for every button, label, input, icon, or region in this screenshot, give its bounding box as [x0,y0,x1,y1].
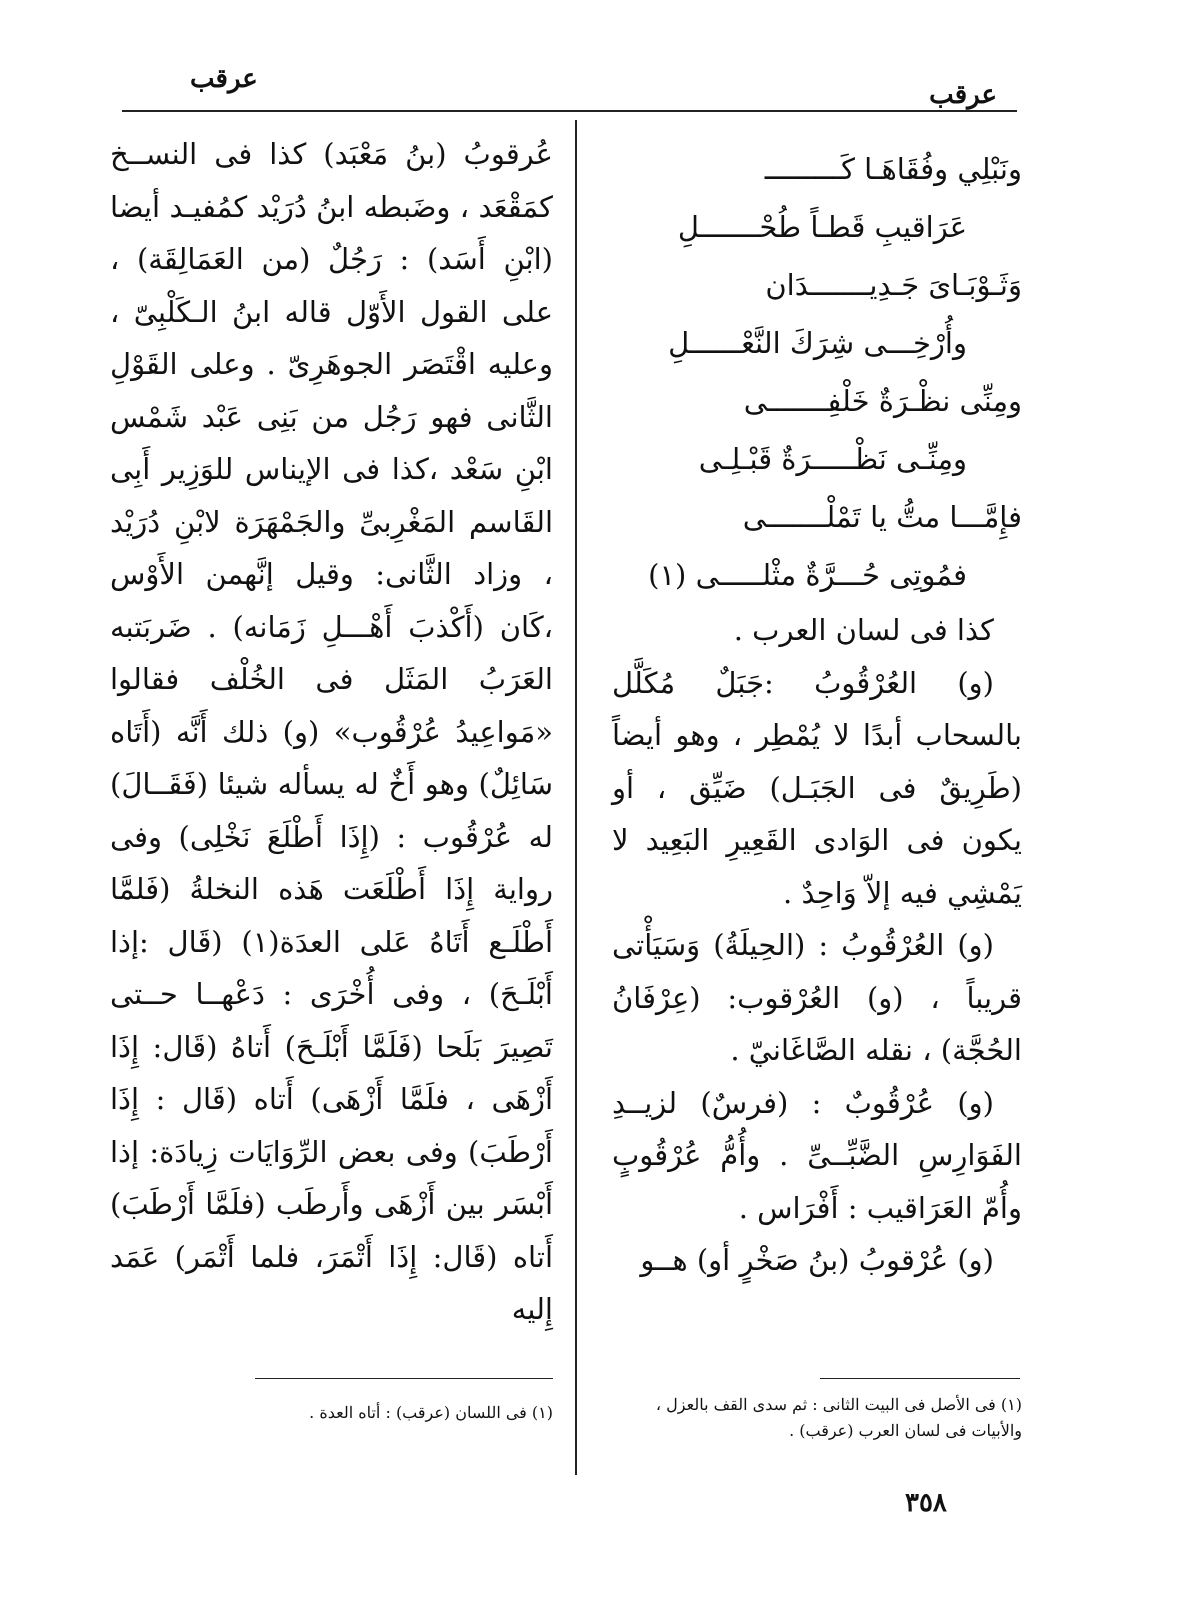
footnote-rule-right [820,1378,1020,1379]
left-column [110,128,553,1336]
right-column [612,140,1022,1287]
entry-paragraph: (و) عُرْقُوبٌ : (فرسٌ) لزيــدِ الفَوَارِسِ الضَّبِّــىِّ . وأُمُّ عُرْقُوبٍ وأُمّ العَرَاقيب : أَفْرَاس . [612,1085,1022,1225]
footnote-rule-left [255,1378,553,1379]
verse-line: ومِنِّـى نَظْـــــرَةٌ قَبْـلِـى [698,442,967,476]
entry-paragraph: عُرقوبُ (بنُ مَعْبَد) كذا فى النســخ كمَقْعَد ، وضَبطه ابنُ دُرَيْد كمُفيـد أيضا (ابْنِ أَسَد) : رَجُلٌ (من العَمَالِقَة) ، على القول الأَوّل قاله ابنُ الـكَلْبِىّ ، وعليه اقْتَصَر الجوهَرِىّ . وعلى القَوْلِ الثَّانى فهو رَجُل من بَنِى عَبْد شَمْس ابْنِ سَعْد ،كذا فى الإيناس للوَزِير أَبِى القَاسم المَغْرِبىِّ والجَمْهَرَة لابْنِ دُرَيْد ، وزاد الثَّانى: وقيل إنَّهمن الأَوْس ،كَان (أَكْذبَ أَهْـــلِ زَمَانه) . ضَربَتبه العَرَبُ المَثَل فى الخُلْف فقالوا «مَواعِيدُ عُرْقُوب» (و) ذلك أَنَّه (أَتَاه سَائِلٌ) وهو أَخٌ له يسأله شيئا (فَقَــالَ) له عُرْقُوب : (إِذَا أَطْلَعَ نَخْلِى) وفى رواية إِذَا أَطْلَعَت هَذه النخلةُ (فَلمَّا أَطْلَـع أَتَاهُ عَلى العدَة(١) (قَال :إذا أَبْلَـحَ) ، وفى أُخْرَى : دَعْهــا حــتى تَصِيرَ بَلَحا (فَلَمَّا أَبْلَـحَ) أَتاهُ (قَال: إِذَا أَزْهَى ، فلَمَّا أَزْهَى) أَتاه (قَال : إِذَا أَرْطَبَ) وفى بعض الرِّوَايَات زِيادَة: إذا أَبْسَر بين أَزْهَى وأَرطَب (فلَمَّا أَرْطَبَ) أَتاه (قَال: إِذَا أَتْمَرَ، فلما أَتْمَر) عَمَد إِليه [110,137,554,1326]
source-note: كذا فى لسان العرب . [733,613,994,647]
verse-line: ومِنِّى نظْـرَةٌ خَلْفِـــــــى [743,384,1022,418]
footnote-right: (١) فى الأصل فى البيت الثانى : ثم سدى القف بالعزل ، والأبيات فى لسان العرب (عرقب) . [655,1395,1022,1440]
footnote-left: (١) فى اللسان (عرقب) : أتاه العدة . [309,1403,553,1422]
entry-paragraph: (و) العُرْقُوبُ :جَبَلٌ مُكَلَّل بالسحاب أبدًا لا يُمْطِر ، وهو أيضاً (طَرِيقٌ فى الجَبَـل) ضَيِّق ، أو يكون فى الوَادى القَعِيرِ البَعِيد لا يَمْشِي فيه إلاّ وَاحِدٌ . [612,665,1022,910]
verse-line: عَرَاقيبِ قَطـاً طُحْـــــــلِ [677,210,967,244]
verse-line: فمُوتِى حُـــرَّةٌ مثْلـــــى (١) [648,558,967,592]
verse-line: فإِمَّـــا متُّ يا تَمْلْـــــــى [742,500,1022,534]
entry-paragraph: (و) العُرْقُوبُ : (الحِيلَةُ) وَسَيَأْتى قريباً ، (و) العُرْقوب: (عِرْفَانُ الحُجَّة) ، نقله الصَّاغَانيّ . [612,928,1022,1067]
header-rule [122,110,1017,112]
verse-line: ونَبْلِي وفُقَاهَـا كَـــــــــ [764,152,1022,186]
entry-paragraph: (و) عُرْقوبُ (بنُ صَخْرٍ أو) هــو [640,1243,994,1277]
verse-line: وأُرْخِـــى شِرَكَ النَّعْــــــلِ [668,326,967,360]
column-divider [575,120,577,1475]
verse-line: وَثَـوْبَـاىَ جَـدِيـــــــدَان [765,268,1022,302]
running-header-left: عرقب [190,64,258,94]
running-header-right: عرقب [929,80,997,110]
page-number: ٣٥٨ [905,1488,947,1518]
